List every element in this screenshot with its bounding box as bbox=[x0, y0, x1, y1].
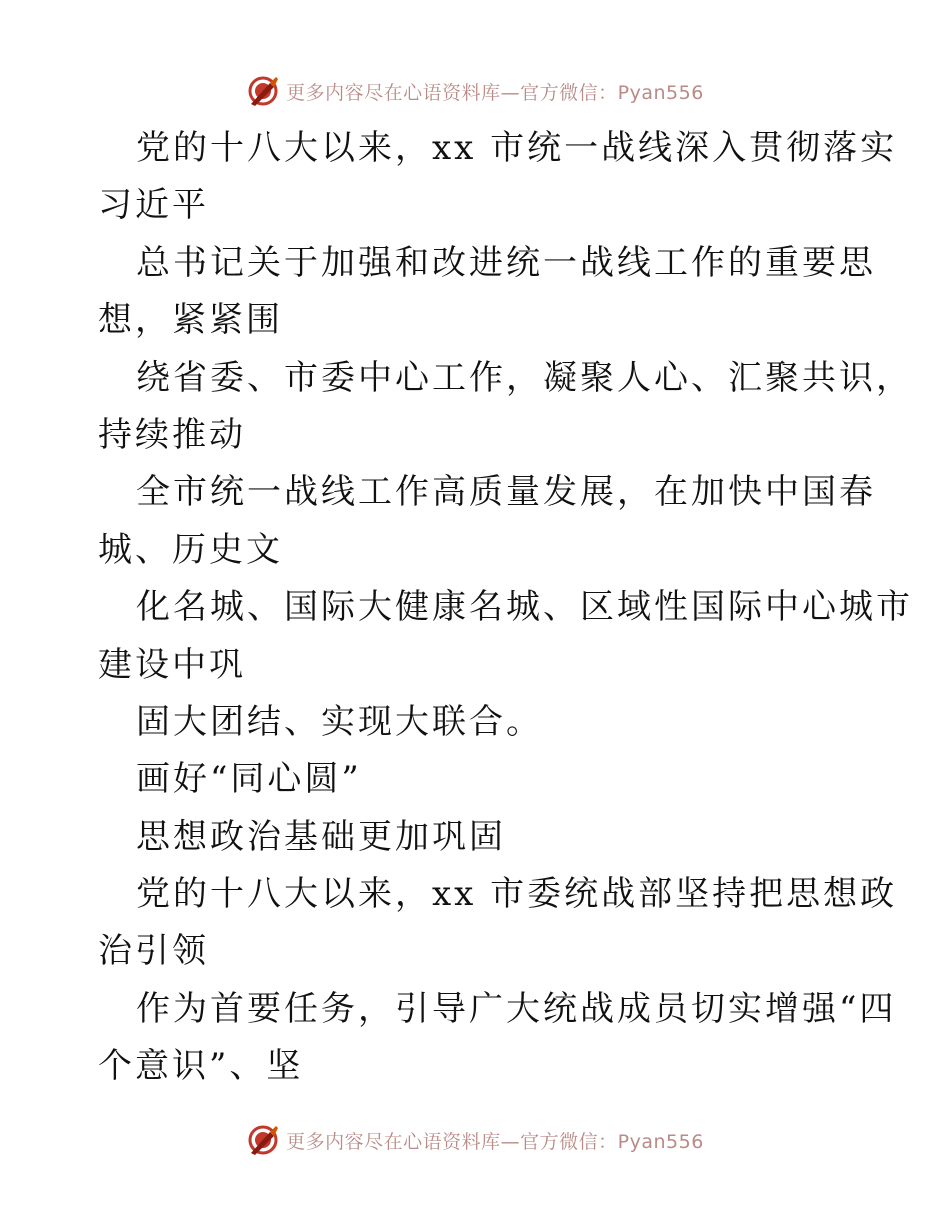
text-line: 画好“同心圆” bbox=[136, 759, 362, 800]
text-line: 总书记关于加强和改进统一战线工作的重要思 bbox=[136, 242, 876, 283]
text-line: 固大团结、实现大联合。 bbox=[136, 701, 543, 742]
text-line: 绕省委、市委中心工作，凝聚人心、汇聚共识， bbox=[136, 357, 913, 398]
text-line: 想，紧紧围 bbox=[98, 300, 283, 341]
text-line: 治引领 bbox=[98, 931, 209, 972]
watermark-text: 更多内容尽在心语资料库—官方微信：Pyan556 bbox=[286, 1130, 704, 1153]
header-watermark bbox=[0, 71, 950, 111]
text-line: 思想政治基础更加巩固 bbox=[136, 816, 506, 857]
text-line: 化名城、国际大健康名城、区域性国际中心城市 bbox=[136, 587, 913, 628]
text-line: 习近平 bbox=[98, 185, 209, 226]
text-line: 党的十八大以来，xx 市统一战线深入贯彻落实 bbox=[136, 128, 898, 168]
text-line: 党的十八大以来，xx 市委统战部坚持把思想政 bbox=[136, 874, 898, 915]
footer-watermark bbox=[0, 1120, 950, 1160]
pen-logo-icon bbox=[246, 1123, 280, 1157]
text-line: 作为首要任务，引导广大统战成员切实增强“四 bbox=[136, 988, 897, 1029]
pen-logo-icon bbox=[246, 74, 280, 108]
watermark-text: 更多内容尽在心语资料库—官方微信：Pyan556 bbox=[286, 81, 704, 104]
text-line: 持续推动 bbox=[98, 414, 246, 455]
document-body bbox=[98, 120, 913, 1096]
text-line: 个意识”、坚 bbox=[98, 1046, 304, 1087]
text-line: 城、历史文 bbox=[98, 529, 283, 570]
text-line: 建设中巩 bbox=[98, 644, 246, 685]
text-line: 全市统一战线工作高质量发展，在加快中国春 bbox=[136, 472, 876, 513]
